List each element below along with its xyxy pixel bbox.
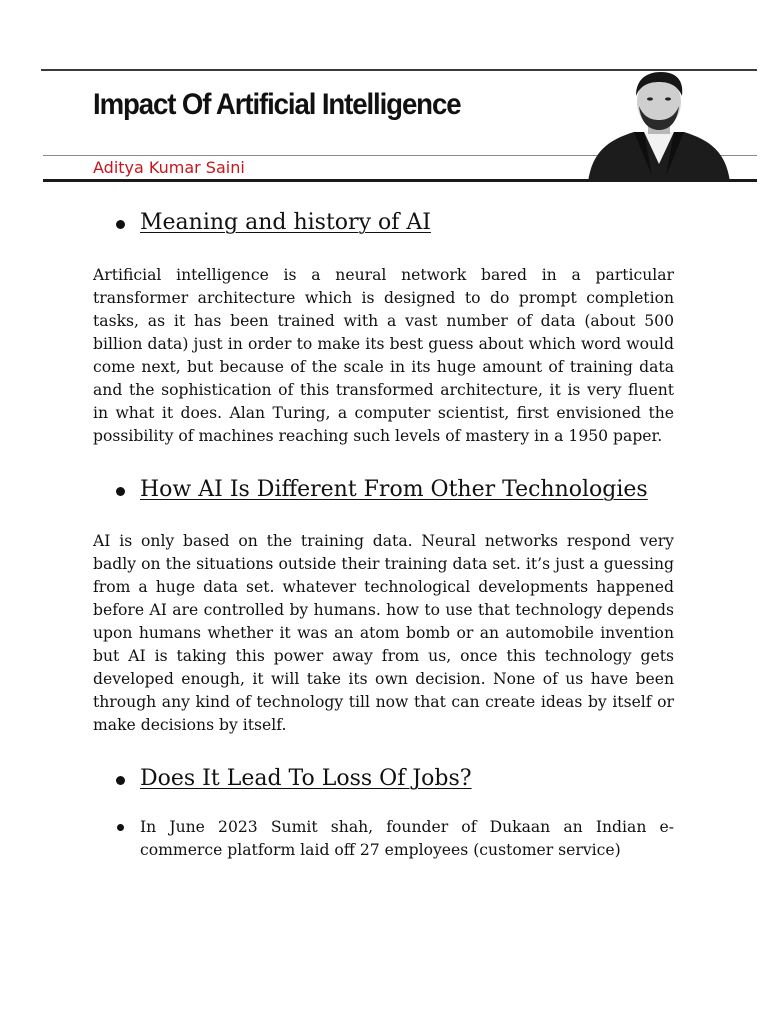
portrait-eye-left [647,97,653,100]
portrait-eye-right [665,97,671,100]
document-body [93,207,674,862]
author-portrait [586,72,732,182]
section-paragraph-meaning-history: Artificial intelligence is a neural network bared in a particular transformer architecture which is designed to do prompt completion tasks, as it has been trained with a vast number of data (about 500 billion data) just in order to make its best guess about which word would come next, but because of the scale in its huge amount of training data and the sophistication of this transformed architecture, it is very fluent in what it does. Alan Turing, a computer scientist, first envisioned the possibility of machines reaching such levels of mastery in a 1950 paper. [93,266,674,445]
author-name: Aditya Kumar Saini [93,158,245,177]
section-paragraph-ai-different: AI is only based on the training data. Neural networks respond very badly on the situations outside their training data set. it’s just a guessing from a huge data set. whatever technological developments happened before AI are controlled by humans. how to use that technology depends upon humans whether it was an atom bomb or an automobile invention but AI is taking this power away from us, once this technology gets developed enough, it will take its own decision. None of us have been through any kind of technology till now that can create ideas by itself or make decisions by itself. [93,532,674,734]
document-title: Impact Of Artificial Intelligence [93,88,461,121]
list-item-dukaan-layoff: In June 2023 Sumit shah, founder of Dukaan an Indian e-commerce platform laid off 27 employees (customer service) [93,816,674,862]
section-heading-ai-different: How AI Is Different From Other Technologies [93,474,674,505]
header-top-rule [41,69,757,71]
section-heading-meaning-history: Meaning and history of AI [93,207,674,238]
section-heading-loss-of-jobs: Does It Lead To Loss Of Jobs? [93,763,674,794]
